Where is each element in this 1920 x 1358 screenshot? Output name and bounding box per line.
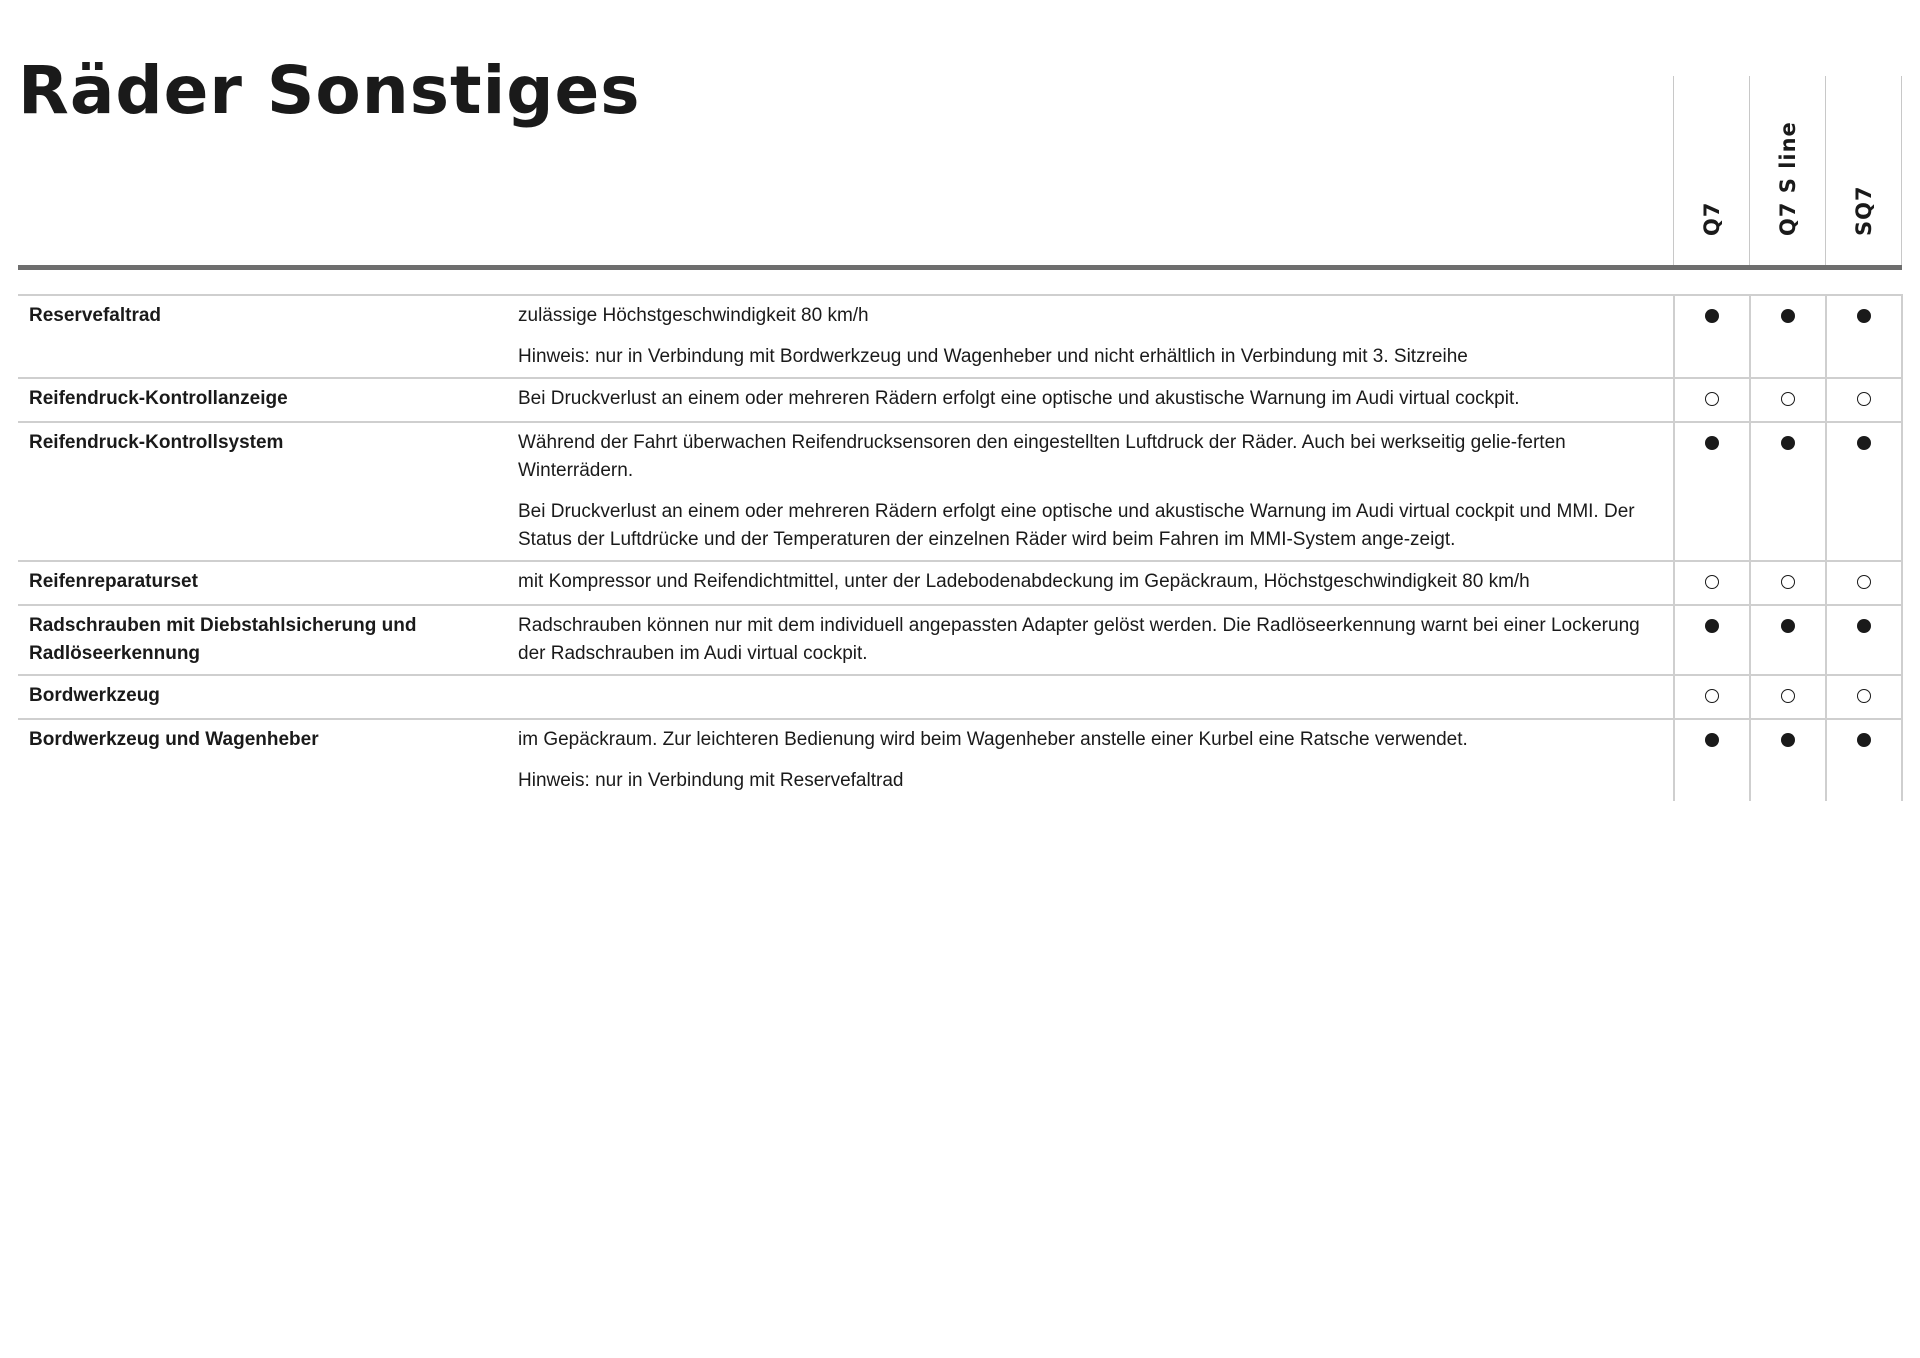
description-paragraph: mit Kompressor und Reifendichtmittel, unter der Ladebodenabdeckung im Gepäckraum, Höchstgeschwindigkeit 80 km/h: [518, 571, 1530, 592]
availability-cell: [1674, 561, 1750, 605]
availability-cell: [1674, 675, 1750, 719]
open-circle-icon: [1781, 689, 1795, 703]
availability-cell: [1750, 719, 1826, 801]
availability-cell: [1750, 675, 1826, 719]
feature-description: [518, 295, 1674, 378]
availability-cell: [1826, 295, 1902, 378]
description-paragraph: Während der Fahrt überwachen Reifendrucksensoren den eingestellten Luftdruck der Räder. Auch bei werkseitig gelie-ferten Winterrädern.: [518, 432, 1566, 481]
table-row: [18, 719, 1902, 801]
page-title: Räder Sonstiges: [18, 52, 641, 129]
feature-description: [518, 561, 1674, 605]
table-row: [18, 295, 1902, 378]
feature-name: Radschrauben mit Diebstahlsicherung und Radlöseerkennung: [29, 615, 417, 664]
description-paragraph: Radschrauben können nur mit dem individuell angepassten Adapter gelöst werden. Die Radlöseerkennung warnt bei einer Lockerung der Radschrauben im Audi virtual cockpit.: [518, 615, 1640, 664]
filled-circle-icon: [1857, 309, 1871, 323]
feature-description: [518, 422, 1674, 561]
feature-name: Bordwerkzeug und Wagenheber: [29, 729, 319, 750]
column-header-q7: [1674, 76, 1750, 260]
feature-description: [518, 378, 1674, 422]
filled-circle-icon: [1857, 619, 1871, 633]
description-paragraph: Bei Druckverlust an einem oder mehreren Rädern erfolgt eine optische und akustische Warnung im Audi virtual cockpit.: [518, 388, 1520, 409]
availability-cell: [1826, 422, 1902, 561]
feature-name: Bordwerkzeug: [29, 685, 160, 706]
table-row: [18, 561, 1902, 605]
open-circle-icon: [1857, 575, 1871, 589]
availability-cell: [1750, 295, 1826, 378]
filled-circle-icon: [1705, 436, 1719, 450]
filled-circle-icon: [1781, 619, 1795, 633]
availability-cell: [1826, 719, 1902, 801]
description-paragraph: Hinweis: nur in Verbindung mit Bordwerkzeug und Wagenheber und nicht erhältlich in Verbindung mit 3. Sitzreihe: [518, 346, 1468, 367]
column-header-label: Q7 S line: [1776, 121, 1800, 236]
feature-name: Reifendruck-Kontrollanzeige: [29, 388, 288, 409]
description-paragraph: im Gepäckraum. Zur leichteren Bedienung wird beim Wagenheber anstelle einer Kurbel eine Ratsche verwendet.: [518, 729, 1468, 750]
filled-circle-icon: [1705, 619, 1719, 633]
filled-circle-icon: [1781, 436, 1795, 450]
filled-circle-icon: [1781, 309, 1795, 323]
availability-cell: [1750, 422, 1826, 561]
availability-cell: [1826, 605, 1902, 675]
description-paragraph: Hinweis: nur in Verbindung mit Reservefaltrad: [518, 770, 904, 791]
availability-cell: [1750, 378, 1826, 422]
table-row: [18, 422, 1902, 561]
open-circle-icon: [1781, 392, 1795, 406]
filled-circle-icon: [1857, 436, 1871, 450]
availability-cell: [1750, 561, 1826, 605]
feature-description: [518, 605, 1674, 675]
filled-circle-icon: [1857, 733, 1871, 747]
table-row: [18, 605, 1902, 675]
column-header-label: SQ7: [1852, 185, 1876, 236]
availability-cell: [1750, 605, 1826, 675]
availability-cell: [1674, 422, 1750, 561]
open-circle-icon: [1857, 392, 1871, 406]
availability-cell: [1826, 378, 1902, 422]
filled-circle-icon: [1705, 733, 1719, 747]
description-paragraph: zulässige Höchstgeschwindigkeit 80 km/h: [518, 305, 869, 326]
filled-circle-icon: [1705, 309, 1719, 323]
availability-cell: [1674, 295, 1750, 378]
availability-cell: [1674, 605, 1750, 675]
feature-name: Reifenreparaturset: [29, 571, 198, 592]
open-circle-icon: [1705, 689, 1719, 703]
table-row: [18, 378, 1902, 422]
feature-description: [518, 675, 1674, 719]
feature-description: [518, 719, 1674, 801]
open-circle-icon: [1857, 689, 1871, 703]
feature-name: Reifendruck-Kontrollsystem: [29, 432, 284, 453]
feature-table: [18, 294, 1903, 801]
column-header-q7-s-line: [1750, 76, 1826, 260]
column-header-label: Q7: [1700, 201, 1724, 236]
availability-cell: [1826, 675, 1902, 719]
availability-cell: [1674, 719, 1750, 801]
table-row: [18, 675, 1902, 719]
open-circle-icon: [1705, 575, 1719, 589]
availability-cell: [1674, 378, 1750, 422]
feature-name: Reservefaltrad: [29, 305, 162, 326]
description-paragraph: Bei Druckverlust an einem oder mehreren Rädern erfolgt eine optische und akustische Warnung im Audi virtual cockpit und MMI. Der Status der Luftdrücke und der Temperaturen der einzelnen Räder wird beim Fahren im MMI-System ange-zeigt.: [518, 501, 1635, 550]
header-rule: [18, 265, 1902, 270]
filled-circle-icon: [1781, 733, 1795, 747]
availability-cell: [1826, 561, 1902, 605]
open-circle-icon: [1705, 392, 1719, 406]
open-circle-icon: [1781, 575, 1795, 589]
column-header-sq7: [1826, 76, 1902, 260]
